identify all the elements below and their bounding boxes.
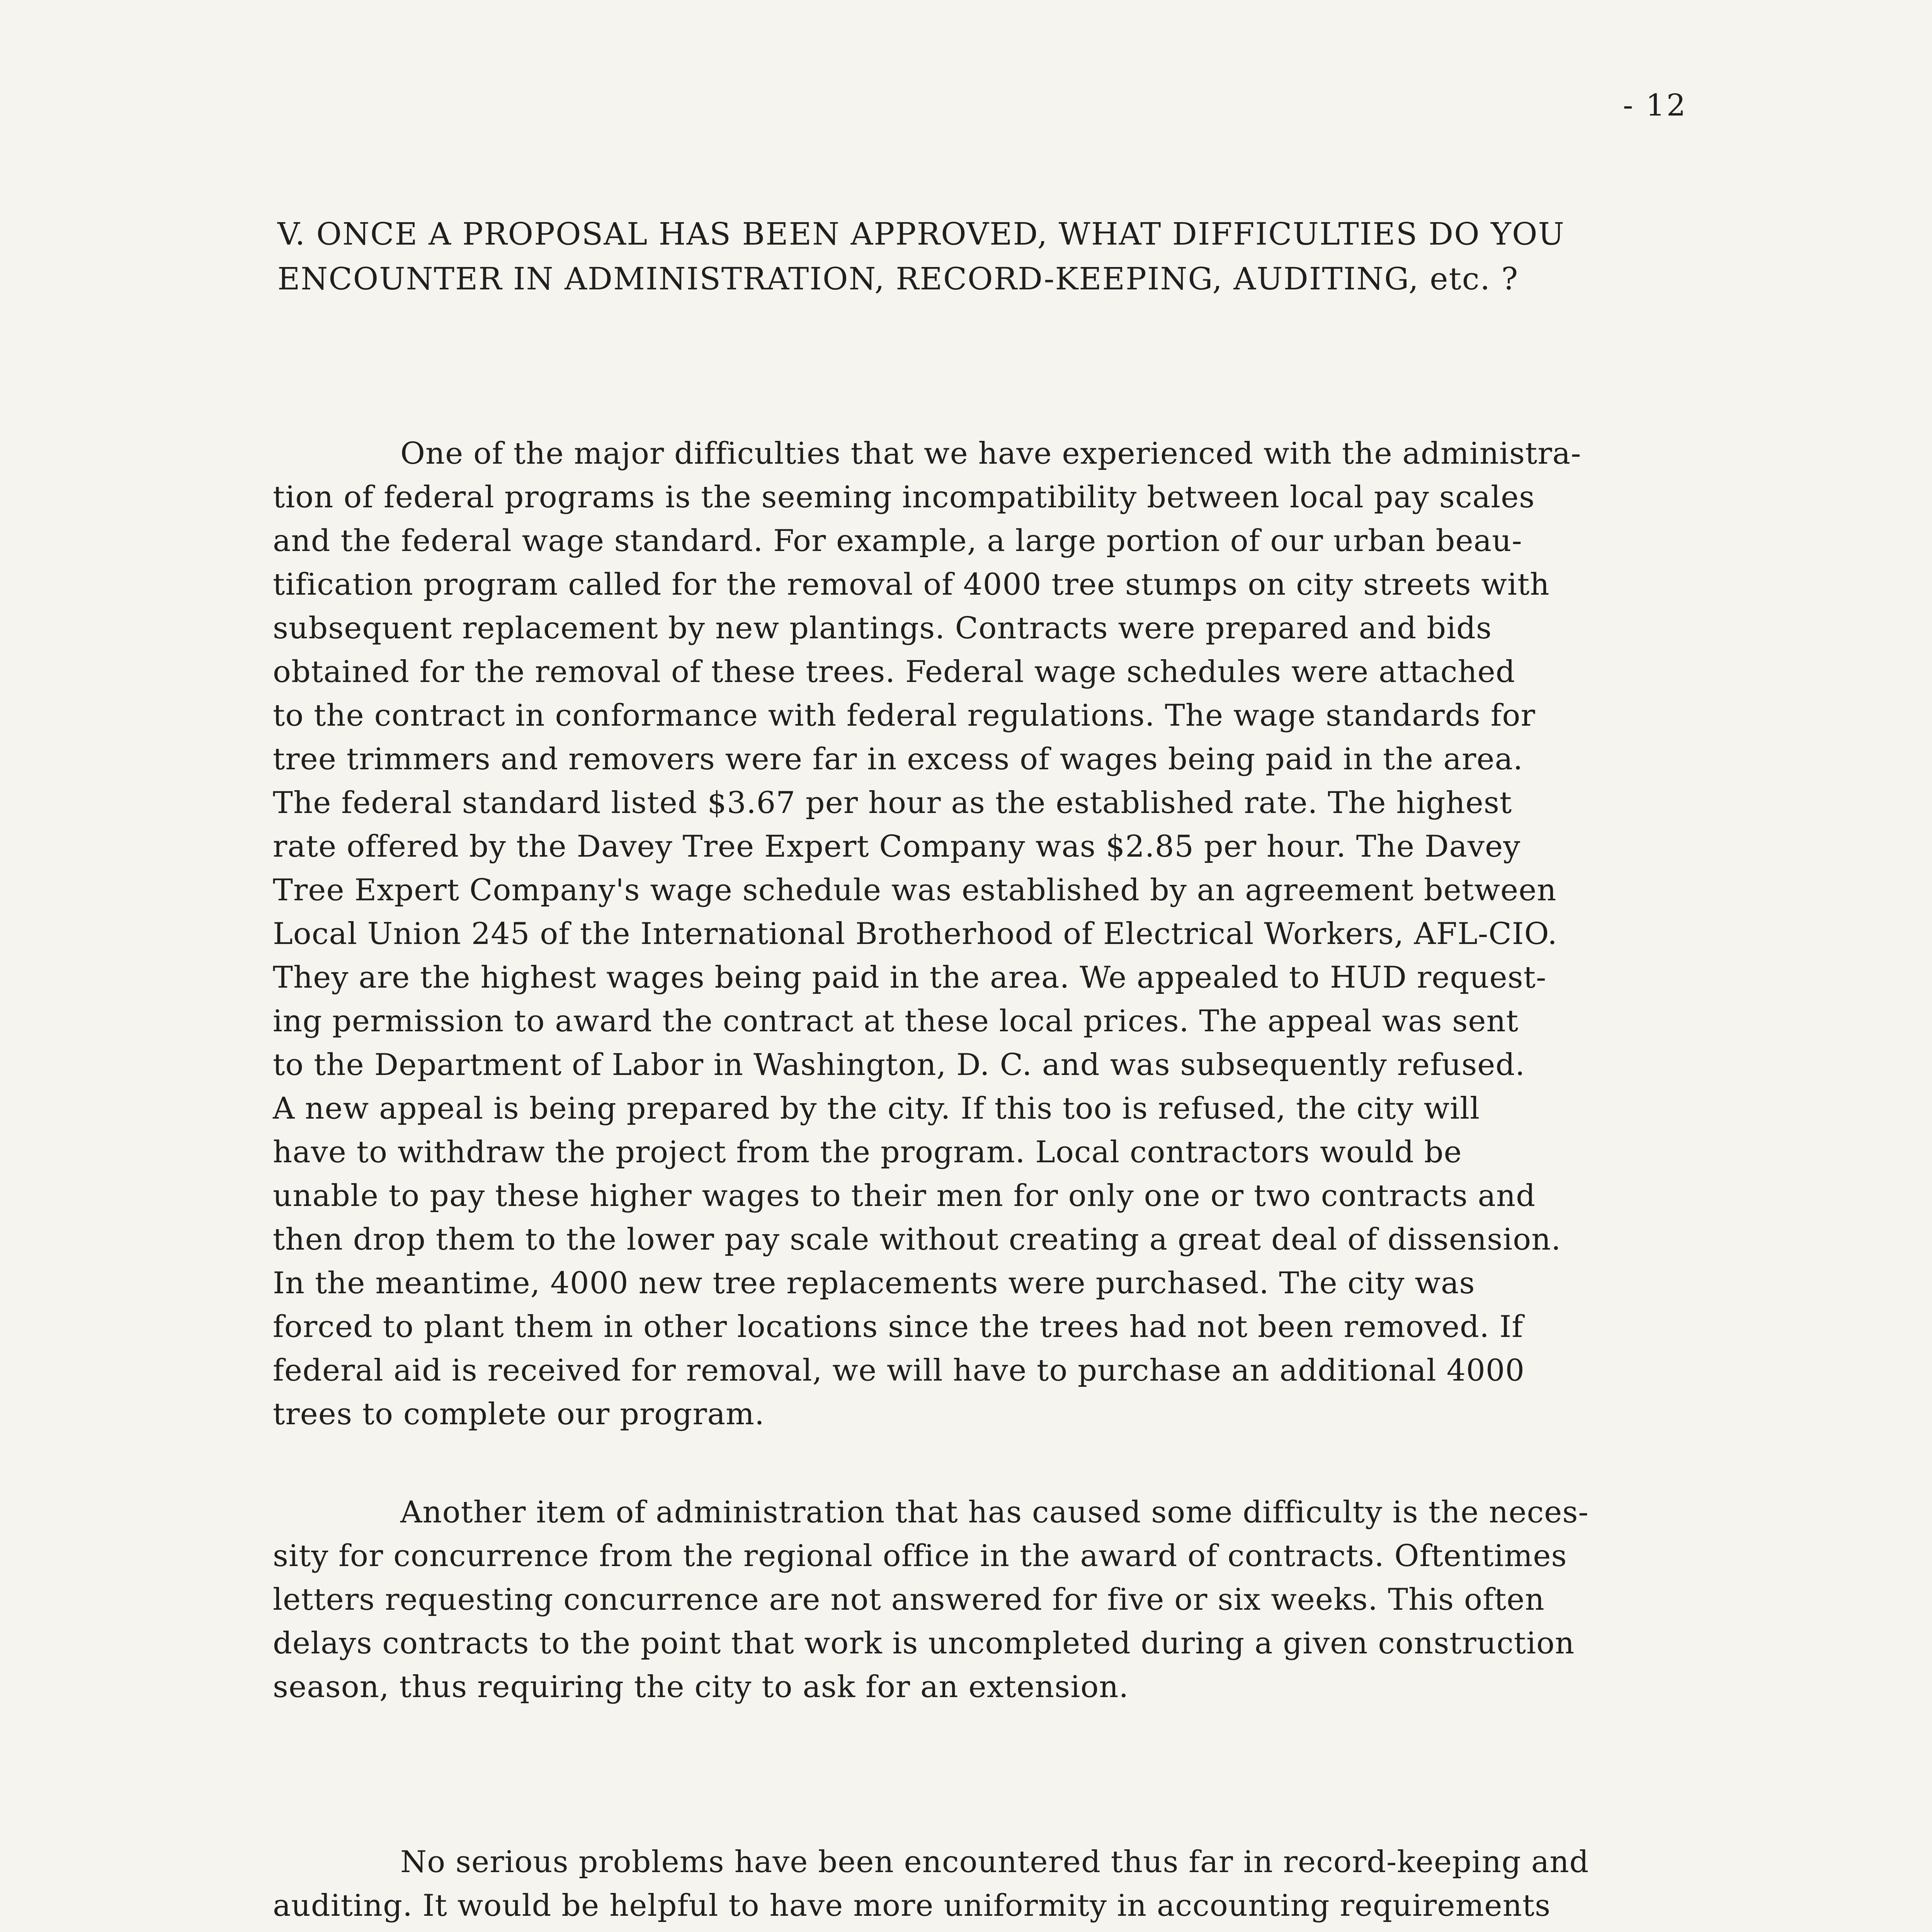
paragraph-line: federal aid is received for removal, we will have to purchase an additional 4000 bbox=[273, 1353, 1525, 1388]
paragraph-line: They are the highest wages being paid in the area. We appealed to HUD request- bbox=[273, 960, 1547, 995]
paragraph-line bbox=[273, 1928, 1818, 1932]
paragraph-line: obtained for the removal of these trees. Federal wage schedules were attached bbox=[273, 655, 1515, 689]
paragraph-line: sity for concurrence from the regional office in the award of contracts. Oftentimes bbox=[273, 1539, 1567, 1573]
paragraph-line: auditing. It would be helpful to have more uniformity in accounting requirements bbox=[273, 1888, 1551, 1923]
paragraph-line: A new appeal is being prepared by the city. If this too is refused, the city will bbox=[273, 1091, 1480, 1126]
paragraph-line: delays contracts to the point that work is uncompleted during a given construction bbox=[273, 1626, 1575, 1661]
paragraph-line: One of the major difficulties that we have experienced with the administra- bbox=[400, 436, 1582, 471]
paragraph-record-keeping bbox=[273, 1840, 1818, 1932]
paragraph-line: Tree Expert Company's wage schedule was established by an agreement between bbox=[273, 873, 1557, 908]
paragraph-line: Another item of administration that has caused some difficulty is the neces- bbox=[400, 1495, 1589, 1530]
section-heading bbox=[277, 212, 1784, 301]
paragraph-line: trees to complete our program. bbox=[273, 1397, 765, 1432]
paragraph-line: and the federal wage standard. For example, a large portion of our urban beau- bbox=[273, 524, 1522, 558]
paragraph-line: rate offered by the Davey Tree Expert Company was $2.85 per hour. The Davey bbox=[273, 829, 1521, 864]
paragraph-line: tification program called for the removal of 4000 tree stumps on city streets with bbox=[273, 567, 1550, 602]
paragraph-line: to the contract in conformance with federal regulations. The wage standards for bbox=[273, 698, 1536, 733]
paragraph-line: unable to pay these higher wages to their men for only one or two contracts and bbox=[273, 1179, 1536, 1213]
paragraph-line: to the Department of Labor in Washington, D. C. and was subsequently refused. bbox=[273, 1048, 1526, 1082]
paragraph-wage-standards bbox=[273, 432, 1818, 1436]
paragraph-line: In the meantime, 4000 new tree replacements were purchased. The city was bbox=[273, 1266, 1475, 1301]
paragraph-line: No serious problems have been encountered thus far in record-keeping and bbox=[400, 1845, 1589, 1879]
paragraph-line: season, thus requiring the city to ask for an extension. bbox=[273, 1670, 1129, 1704]
page-number: - 12 bbox=[1623, 88, 1687, 123]
paragraph-line: tion of federal programs is the seeming incompatibility between local pay scales bbox=[273, 480, 1535, 515]
paragraph-line: letters requesting concurrence are not answered for five or six weeks. This often bbox=[273, 1582, 1545, 1617]
heading-line-2: ENCOUNTER IN ADMINISTRATION, RECORD-KEEPING, AUDITING, etc. ? bbox=[277, 261, 1519, 297]
paragraph-line: then drop them to the lower pay scale without creating a great deal of dissension. bbox=[273, 1222, 1561, 1257]
paragraph-line: Local Union 245 of the International Brotherhood of Electrical Workers, AFL-CIO. bbox=[273, 917, 1558, 951]
paragraph-line: subsequent replacement by new plantings. Contracts were prepared and bids bbox=[273, 611, 1492, 646]
heading-line-1: V. ONCE A PROPOSAL HAS BEEN APPROVED, WHAT DIFFICULTIES DO YOU bbox=[277, 216, 1565, 252]
paragraph-line: tree trimmers and removers were far in excess of wages being paid in the area. bbox=[273, 742, 1523, 777]
paragraph-regional-concurrence bbox=[273, 1491, 1818, 1709]
paragraph-line: have to withdraw the project from the program. Local contractors would be bbox=[273, 1135, 1462, 1170]
paragraph-line: forced to plant them in other locations since the trees had not been removed. If bbox=[273, 1310, 1524, 1344]
paragraph-line: The federal standard listed $3.67 per hour as the established rate. The highest bbox=[273, 786, 1512, 820]
paragraph-line: ing permission to award the contract at these local prices. The appeal was sent bbox=[273, 1004, 1519, 1039]
